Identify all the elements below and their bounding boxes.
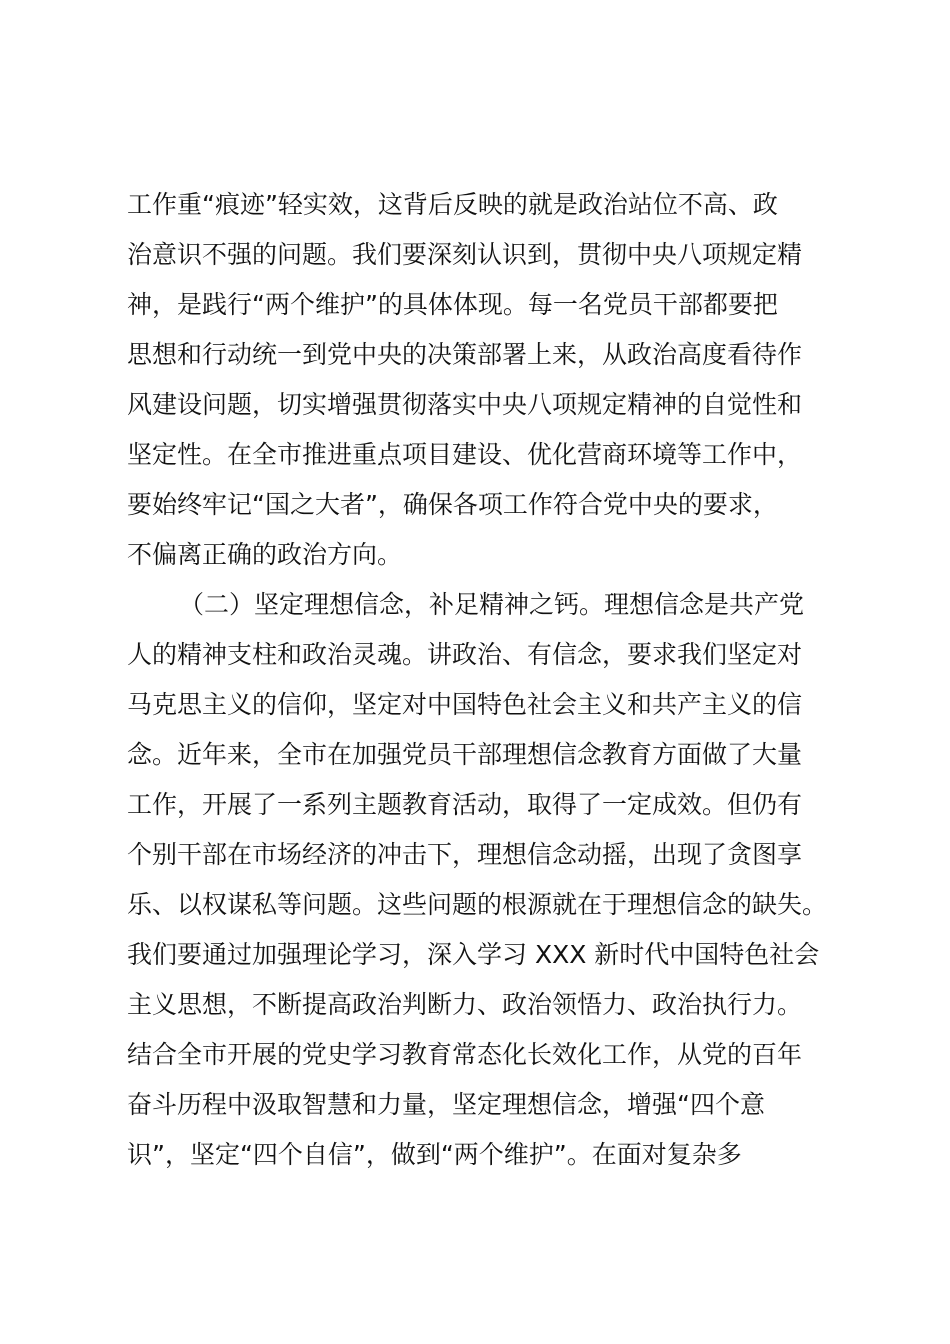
text-line: 乐、以权谋私等问题。这些问题的根源就在于理想信念的缺失。 — [127, 890, 828, 919]
text-line: 不偏离正确的政治方向。 — [127, 540, 403, 569]
text-line: 主义思想，不断提高政治判断力、政治领悟力、政治执行力。 — [127, 990, 803, 1019]
text-line: 奋斗历程中汲取智慧和力量，坚定理想信念，增强“四个意 — [127, 1090, 765, 1119]
text-line: 人的精神支柱和政治灵魂。讲政治、有信念，要求我们坚定对 — [127, 640, 803, 669]
section-heading-line: （二）坚定理想信念，补足精神之钙。理想信念是共产党 — [179, 590, 805, 619]
body-text — [127, 180, 857, 1180]
text-line: 风建设问题，切实增强贯彻落实中央八项规定精神的自觉性和 — [127, 390, 803, 419]
text-line: 工作重“痕迹”轻实效，这背后反映的就是政治站位不高、政 — [127, 190, 778, 219]
text-line: 要始终牢记“国之大者”，确保各项工作符合党中央的要求， — [127, 490, 778, 519]
text-line: 念。近年来，全市在加强党员干部理想信念教育方面做了大量 — [127, 740, 803, 769]
text-line: 个别干部在市场经济的冲击下，理想信念动摇，出现了贪图享 — [127, 840, 803, 869]
text-line: 坚定性。在全市推进重点项目建设、优化营商环境等工作中， — [127, 440, 803, 469]
text-line: 工作，开展了一系列主题教育活动，取得了一定成效。但仍有 — [127, 790, 803, 819]
text-line: 我们要通过加强理论学习，深入学习 XXX 新时代中国特色社会 — [127, 940, 820, 969]
text-line: 识”，坚定“四个自信”，做到“两个维护”。在面对复杂多 — [127, 1140, 742, 1169]
text-line: 马克思主义的信仰，坚定对中国特色社会主义和共产主义的信 — [127, 690, 803, 719]
text-line: 神，是践行“两个维护”的具体体现。每一名党员干部都要把 — [127, 290, 778, 319]
text-line: 治意识不强的问题。我们要深刻认识到，贯彻中央八项规定精 — [127, 240, 803, 269]
text-line: 思想和行动统一到党中央的决策部署上来，从政治高度看待作 — [127, 340, 803, 369]
text-line: 结合全市开展的党史学习教育常态化长效化工作，从党的百年 — [127, 1040, 803, 1069]
